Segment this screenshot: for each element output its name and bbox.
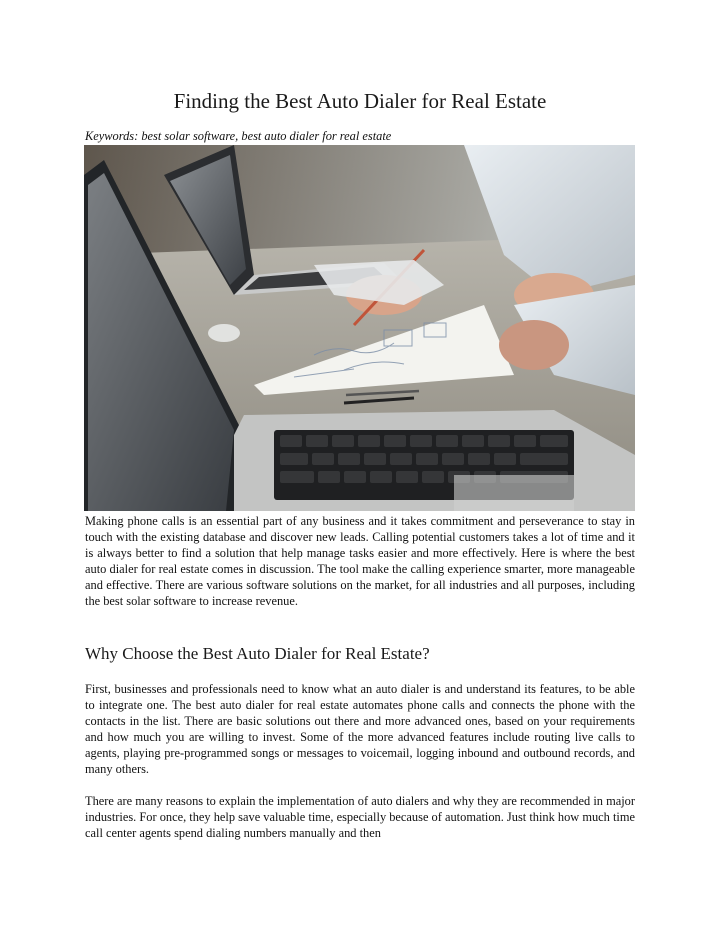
- section-heading: Why Choose the Best Auto Dialer for Real Estate?: [85, 644, 430, 663]
- page-title: Finding the Best Auto Dialer for Real Estate: [173, 89, 547, 113]
- body-paragraph-1: First, businesses and professionals need to know what an auto dialer is and understand its features, to be able to integrate one. The best auto dialer for real estate automates phone calls and connects the phone with the contacts in the list. There are basic solutions out there and more advanced ones, based on your requirements and how much you are willing to invest. Some of the more advanced features include routing live calls to agents, playing pre-programmed songs or messages to voicemail, logging inbound and outbound records, and many others.: [85, 682, 635, 776]
- laptops-and-hands-writing-icon: [84, 145, 635, 511]
- intro-paragraph: Making phone calls is an essential part of any business and it takes commitment and perseverance to stay in touch with the existing database and discover new leads. Calling potential customers takes a lot of time and it is always better to find a solution that help manage tasks easier and more effectively. Here is where the best auto dialer for real estate comes in discussion. The tool make the calling experience smarter, more manageable and effective. There are various software solutions on the market, for all industries and all purposes, including the best solar software to increase revenue.: [85, 514, 635, 608]
- office-photo: [84, 145, 635, 511]
- body-paragraph-2: There are many reasons to explain the implementation of auto dialers and why they are recommended in major industries. For once, they help save valuable time, especially because of automation. Just think how much time call center agents spend dialing numbers manually and then: [85, 794, 635, 840]
- keywords-line: Keywords: best solar software, best auto dialer for real estate: [85, 129, 392, 143]
